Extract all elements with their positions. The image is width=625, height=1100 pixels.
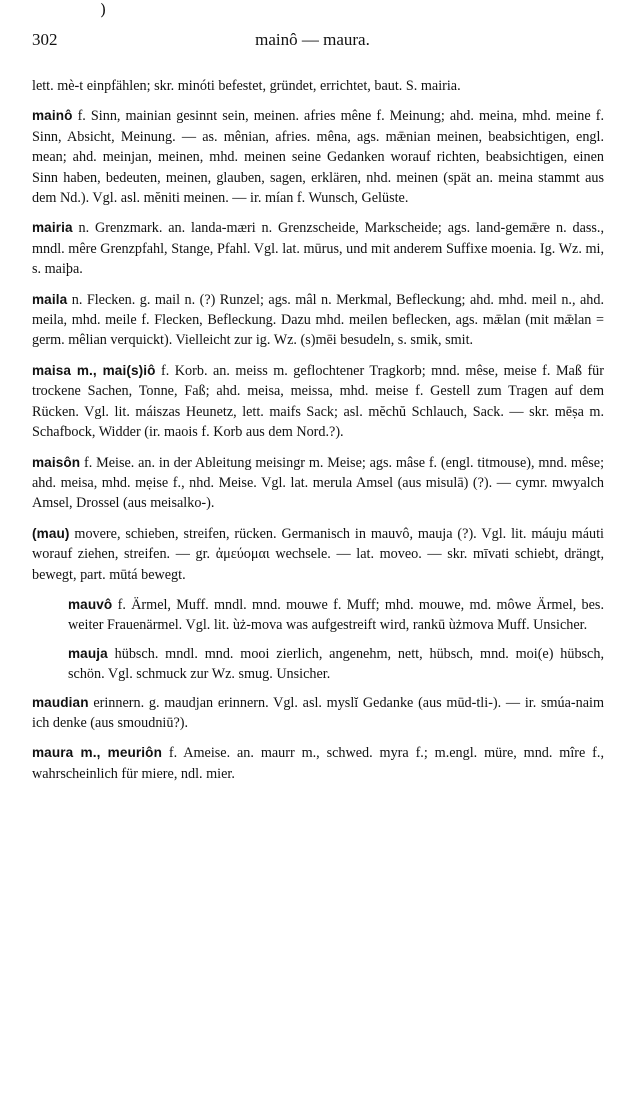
entry-headword: maisôn: [32, 454, 81, 470]
entry-mau: [32, 524, 604, 585]
entry-headword: maudian: [32, 694, 89, 710]
entry-text: movere, schieben, streifen, rücken. Germanisch in mauvô, mauja (?). Vgl. lit. máuju máuti worauf ziehen, streifen. — gr. ἀμεύομαι wechsele. — lat. moveo. — skr. mīvati schiebt, drängt, bewegt, part. mūtá bewegt.: [32, 525, 604, 583]
dictionary-body: [32, 76, 604, 794]
entry-headword: maisa m., mai(s)iô: [32, 362, 156, 378]
entry-headword: mauvô: [68, 596, 113, 612]
page-number: 302: [32, 30, 58, 49]
entry-text: f. Ärmel, Muff. mndl. mnd. mouwe f. Muff; mhd. mouwe, md. môwe Ärmel, bes. weiter Frauenärmel. Vgl. lit. ùż-mova was aufgestreift wird, rankū ùżmova Muff. Unsicher.: [68, 596, 604, 634]
entry-text: f. Korb. an. meiss m. geflochtener Tragkorb; mnd. mêse, meise f. Maß für trockene Sachen, Tonne, Faß; ahd. meisa, meissa, mhd. meise f. Gestell zum Tragen auf dem Rücken. Vgl. lit. máiszas Heunetz, lett. maifs Sack; asl. mĕchŭ Schlauch, Sack. — skr. mēṣa m. Schafbock, Widder (ir. maois f. Korb aus dem Nord.?).: [32, 362, 604, 441]
entry-maisa: [32, 361, 604, 443]
entry-text: erinnern. g. maudjan erinnern. Vgl. asl. myslĭ Gedanke (aus mūd-tli-). — ir. smúa-naim ich denke (aus smoudniū?).: [32, 694, 605, 731]
entry-text: f. Meise. an. in der Ableitung meisingr m. Meise; ags. mâse f. (engl. titmouse), mnd. mêse; ahd. meisa, mhd. mẹise f., nhd. Meise. Vgl. lat. merula Amsel (aus misulā) (?). — cymr. mwyalch Amsel, Drossel (aus meisalko-).: [32, 454, 605, 512]
entry-maison: [32, 453, 604, 514]
entry-text: f. Ameise. an. maurr m., schwed. myra f.; m.engl. müre, mnd. mîre f., wahrscheinlich für miere, ndl. mier.: [32, 745, 605, 782]
subentry-mauja: [32, 644, 604, 685]
entry-maino: [32, 106, 604, 208]
entry-maudian: [32, 693, 604, 734]
entry-headword: maura m., meuriôn: [32, 745, 162, 761]
entry-headword: maila: [32, 291, 68, 307]
entry-headword: mainô: [32, 108, 73, 124]
entry-text: n. Flecken. g. mail n. (?) Runzel; ags. mâl n. Merkmal, Befleckung; ahd. mhd. meil n., ahd. meila, mhd. meile f. Flecken, Befleckung. Dazu mhd. meilen beflecken, ags. mǣlan (mit mǣlan = germ. mêlian verquickt). Vielleicht zur ig. Wz. (s)mēi besudeln, s. smik, smit.: [32, 291, 604, 349]
entry-text: f. Sinn, mainian gesinnt sein, meinen. afries mêne f. Meinung; ahd. meina, mhd. meine f. Sinn, Absicht, Meinung. — as. mênian, afries. mêna, ags. mǣnian meinen, beabsichtigen, engl. mean; ahd. meinjan, meinen, mhd. meinen seine Gedanken worauf richten, beabsichtigen, einen Sinn haben, bedeuten, meinen, glauben, sagen, erklären, nhd. meinen (spät an. meina stammt aus dem Nd.). Vgl. asl. mĕniti meinen. — ir. mían f. Wunsch, Gelüste.: [32, 108, 604, 207]
page-header: [32, 30, 593, 54]
running-title: mainô — maura.: [255, 30, 370, 49]
entry-headword: (mau): [32, 525, 70, 541]
entry-text: lett. mè-t einpfählen; skr. minóti befestet, gründet, errichtet, baut. S. mairia.: [32, 78, 461, 94]
top-mark: ): [100, 0, 107, 19]
subentry-mauvo: [32, 595, 604, 636]
entry-text: hübsch. mndl. mnd. mooi zierlich, angenehm, nett, hübsch, mnd. moi(e) hübsch, schön. Vgl. schmuck zur Wz. smug. Unsicher.: [68, 645, 604, 683]
entry-headword: mauja: [68, 645, 108, 661]
entry-text: n. Grenzmark. an. landa-mæri n. Grenzscheide, Markscheide; ags. land-gemǣre n. dass., mndl. mêre Grenzpfahl, Stange, Pfahl. Vgl. lat. mūrus, und mit anderem Suffixe moenia. Ig. Wz. mi, s. maiþa.: [32, 220, 605, 278]
entry-continuation: [32, 76, 604, 96]
entry-mairia: [32, 218, 604, 279]
entry-maura: [32, 743, 604, 784]
entry-maila: [32, 290, 604, 351]
entry-headword: mairia: [32, 220, 73, 236]
